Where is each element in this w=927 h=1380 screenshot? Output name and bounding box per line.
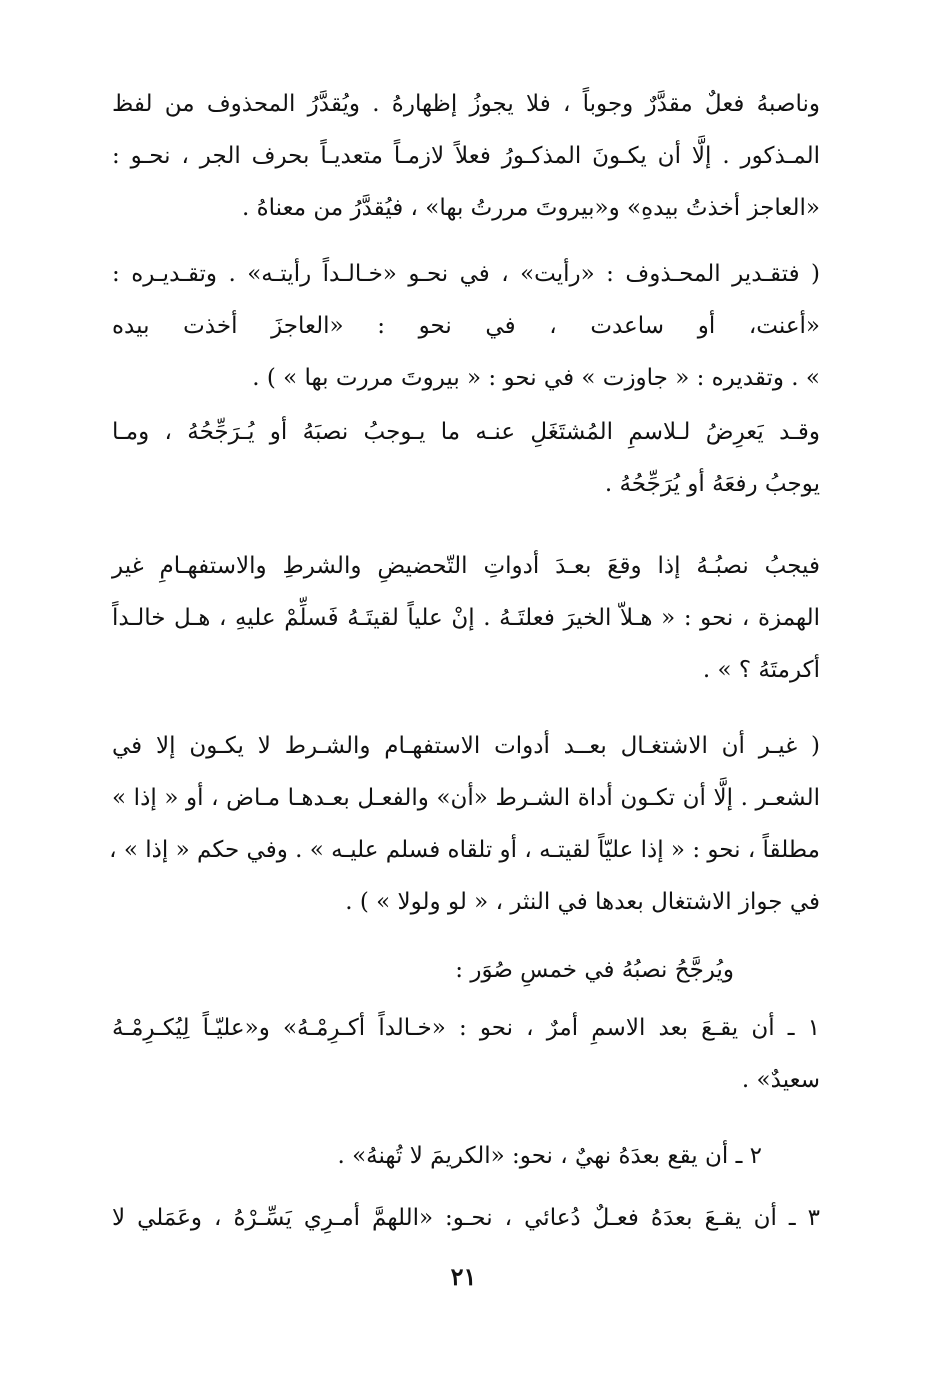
text-line: ١ ـ أن يقـعَ بعد الاسمِ أمرٌ ، نحو : «خـالداً أكـرِمْـهُ» و«عليّـاً لِيُكـرِمْـهُ bbox=[112, 1015, 820, 1041]
text-line: في جواز الاشتغال بعدها في النثر ، « لو ولولا » ) . bbox=[345, 889, 820, 915]
paragraph-8 bbox=[112, 1130, 820, 1182]
text-line: ( غيـر أن الاشتغـال بعــد أدوات الاستفهـام والشـرط لا يكـون إلا في bbox=[112, 733, 820, 759]
paragraph-5 bbox=[109, 720, 820, 928]
text-line: أكرمتَهُ ؟ » . bbox=[702, 657, 820, 683]
text-line: الشعـر . إلَّا أن تكـون أداة الشـرط «أن» والفعـل بعـدهـا مـاض ، أو « إذا » bbox=[112, 785, 820, 811]
text-line: وقـد يَعرِضُ لـلاسمِ المُشتَغَلِ عنـه ما يـوجبُ نصبَهُ أو يُـرَجِّحُهُ ، ومـا bbox=[112, 419, 820, 445]
text-line: ٣ ـ أن يقـعَ بعدَهُ فعـلٌ دُعائي ، نحـو: «اللهمَّ أمـرِي يَسِّـرْهُ ، وعَمَلي لا bbox=[112, 1205, 820, 1231]
page-number: ٢١ bbox=[450, 1262, 477, 1291]
text-line: وناصبهُ فعلٌ مقدَّرٌ وجوباً ، فلا يجوزُ إظهارهُ . ويُقدَّرُ المحذوف من لفظ bbox=[112, 91, 820, 117]
paragraph-1 bbox=[112, 78, 820, 234]
text-line: «أعنت، أو ساعدت ، في نحو : «العاجزَ أخذت بيده bbox=[112, 313, 820, 339]
paragraph-4 bbox=[112, 540, 820, 696]
paragraph-2 bbox=[112, 248, 820, 404]
text-line: مطلقاً ، نحو : « إذا عليّاً لقيتـه ، أو تلقاه فسلم عليـه » . وفي حكم « إذا » ، bbox=[109, 837, 820, 863]
paragraph-3 bbox=[112, 406, 820, 510]
paragraph-7 bbox=[112, 1002, 820, 1106]
text-line: ويُرجَّحُ نصبُهُ في خمسِ صُوَر : bbox=[455, 957, 734, 983]
text-line: ٢ ـ أن يقع بعدَهُ نهيٌ ، نحو: «الكريمَ لا تُهنهُ» . bbox=[337, 1143, 762, 1169]
paragraph-9 bbox=[112, 1192, 820, 1244]
text-line: «العاجز أخذتُ بيدهِ» و«بيروتَ مررتُ بها» ، فيُقدَّرُ من معناهُ . bbox=[241, 195, 820, 221]
text-line: فيجبُ نصبُـهُ إذا وقعَ بعـدَ أدواتِ التّحضيضِ والشرطِ والاستفهـامِ غير bbox=[112, 553, 820, 579]
paragraph-6 bbox=[112, 944, 820, 996]
text-line: » . وتقديره : « جاوزت » في نحو : « بيروتَ مررت بها » ) . bbox=[252, 365, 820, 391]
text-line: الهمزة ، نحو : « هـلاّ الخيرَ فعلتَـهُ . إنْ علياً لقيتَـهُ فَسلِّمْ عليهِ ، هـل خالـداً bbox=[112, 605, 820, 631]
text-line: ( فتقـدير المحـذوف : «رأيت» ، في نحـو «خـالـداً رأيتـه» . وتقـديـره : bbox=[112, 261, 820, 287]
text-line: يوجبُ رفعَهُ أو يُرَجِّحُهُ . bbox=[604, 471, 820, 497]
text-line: سعيدٌ» . bbox=[741, 1067, 820, 1093]
text-line: المـذكور . إلَّا أن يكـونَ المذكـورُ فعلاً لازمـاً متعديـاً بحرف الجر ، نحـو : bbox=[112, 143, 820, 169]
